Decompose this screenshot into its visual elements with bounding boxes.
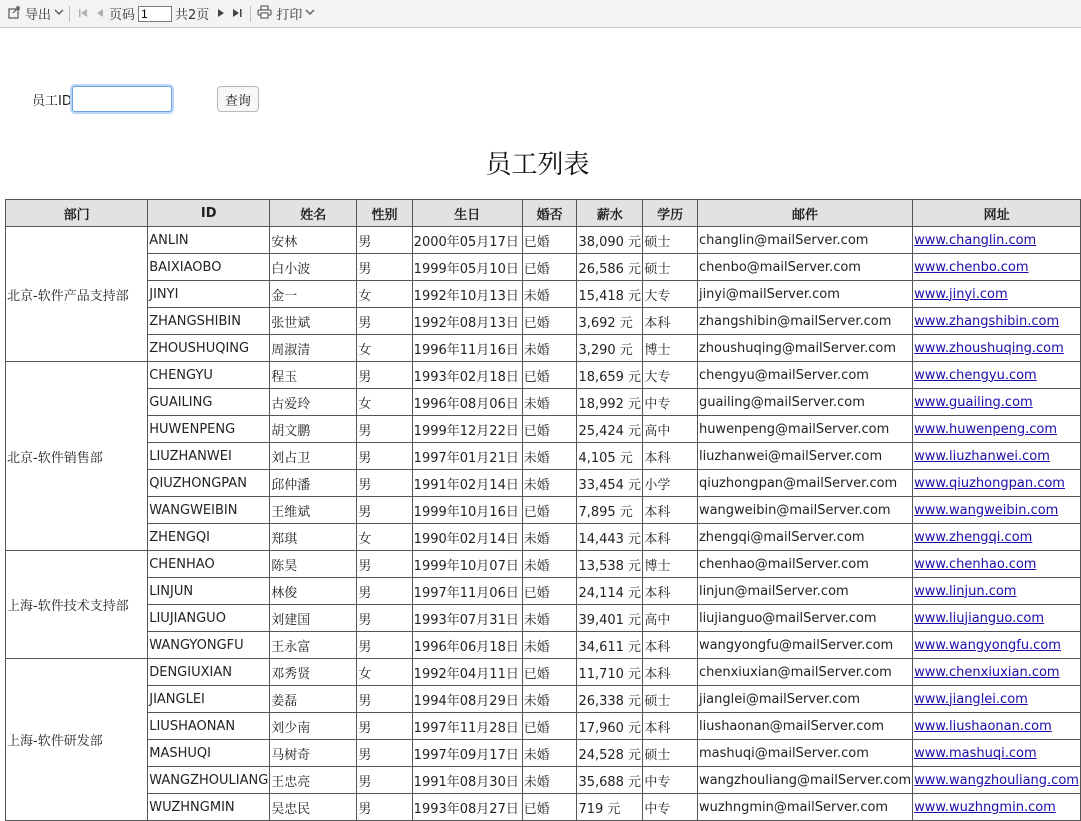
table-cell: 张世斌 (270, 308, 357, 335)
table-row (6, 416, 1081, 443)
website-link[interactable]: www.zhangshibin.com (914, 313, 1060, 329)
website-cell (913, 416, 1081, 443)
table-cell: liushaonan@mailServer.com (697, 713, 912, 740)
website-link[interactable]: www.wangyongfu.com (914, 637, 1061, 653)
table-cell: qiuzhongpan@mailServer.com (697, 470, 912, 497)
table-cell: 已婚 (522, 416, 577, 443)
website-cell (913, 362, 1081, 389)
table-cell: 3,290 元 (577, 335, 643, 362)
table-cell: 男 (357, 308, 412, 335)
website-link[interactable]: www.liushaonan.com (914, 718, 1052, 734)
table-cell: 39,401 元 (577, 605, 643, 632)
table-cell: 1992年08月13日 (412, 308, 522, 335)
table-cell: 中专 (643, 389, 698, 416)
table-cell: 本科 (643, 524, 698, 551)
export-button[interactable] (6, 4, 64, 23)
table-row (6, 362, 1081, 389)
table-row (6, 470, 1081, 497)
table-cell: 26,586 元 (577, 254, 643, 281)
table-cell: 4,105 元 (577, 443, 643, 470)
table-cell: 硕士 (643, 254, 698, 281)
column-header: 薪水 (577, 200, 643, 227)
website-link[interactable]: www.jinyi.com (914, 286, 1008, 302)
table-cell: 姜磊 (270, 686, 357, 713)
column-header: 生日 (412, 200, 522, 227)
table-cell: WANGYONGFU (148, 632, 270, 659)
table-cell: 女 (357, 659, 412, 686)
table-cell: BAIXIAOBO (148, 254, 270, 281)
website-link[interactable]: www.wuzhngmin.com (914, 799, 1056, 815)
chevron-down-icon (54, 8, 64, 19)
table-cell: 14,443 元 (577, 524, 643, 551)
table-cell: 已婚 (522, 254, 577, 281)
table-cell: 已婚 (522, 227, 577, 254)
table-cell: 15,418 元 (577, 281, 643, 308)
website-link[interactable]: www.zhoushuqing.com (914, 340, 1064, 356)
column-header: 网址 (913, 200, 1081, 227)
website-link[interactable]: www.linjun.com (914, 583, 1017, 599)
table-row (6, 740, 1081, 767)
table-cell: 本科 (643, 713, 698, 740)
website-link[interactable]: www.changlin.com (914, 232, 1037, 248)
column-header: 部门 (6, 200, 148, 227)
table-cell: jinyi@mailServer.com (697, 281, 912, 308)
table-cell: 未婚 (522, 767, 577, 794)
table-cell: 38,090 元 (577, 227, 643, 254)
website-link[interactable]: www.chenxiuxian.com (914, 664, 1060, 680)
table-cell: 1992年10月13日 (412, 281, 522, 308)
department-cell: 上海-软件研发部 (6, 659, 148, 821)
table-cell: 硕士 (643, 686, 698, 713)
table-cell: 女 (357, 335, 412, 362)
table-cell: 3,692 元 (577, 308, 643, 335)
column-header: ID (148, 200, 270, 227)
table-cell: wangyongfu@mailServer.com (697, 632, 912, 659)
table-cell: jianglei@mailServer.com (697, 686, 912, 713)
website-cell (913, 524, 1081, 551)
table-cell: 1993年08月27日 (412, 794, 522, 821)
website-cell (913, 335, 1081, 362)
table-cell: 中专 (643, 767, 698, 794)
table-cell: 男 (357, 362, 412, 389)
table-cell: wangweibin@mailServer.com (697, 497, 912, 524)
table-cell: 刘少南 (270, 713, 357, 740)
table-cell: 26,338 元 (577, 686, 643, 713)
table-cell: WUZHNGMIN (148, 794, 270, 821)
table-cell: 24,114 元 (577, 578, 643, 605)
table-cell: 1999年12月22日 (412, 416, 522, 443)
table-cell: ZHANGSHIBIN (148, 308, 270, 335)
table-cell: 2000年05月17日 (412, 227, 522, 254)
website-cell (913, 254, 1081, 281)
table-cell: 1992年04月11日 (412, 659, 522, 686)
table-cell: MASHUQI (148, 740, 270, 767)
table-cell: linjun@mailServer.com (697, 578, 912, 605)
table-cell: 女 (357, 281, 412, 308)
table-cell: 中专 (643, 794, 698, 821)
table-cell: zhoushuqing@mailServer.com (697, 335, 912, 362)
table-row (6, 686, 1081, 713)
employee-table (5, 199, 1081, 821)
table-cell: 王忠亮 (270, 767, 357, 794)
department-cell: 上海-软件技术支持部 (6, 551, 148, 659)
table-cell: 金一 (270, 281, 357, 308)
table-cell: 本科 (643, 578, 698, 605)
website-link[interactable]: www.liujianguo.com (914, 610, 1045, 626)
table-cell: ANLIN (148, 227, 270, 254)
column-header: 邮件 (697, 200, 912, 227)
website-cell (913, 443, 1081, 470)
table-cell: JIANGLEI (148, 686, 270, 713)
table-cell: 已婚 (522, 794, 577, 821)
table-row (6, 308, 1081, 335)
table-cell: 周淑清 (270, 335, 357, 362)
table-row (6, 659, 1081, 686)
table-row (6, 497, 1081, 524)
website-link[interactable]: www.chenhao.com (914, 556, 1037, 572)
table-cell: 胡文鹏 (270, 416, 357, 443)
table-cell: 小学 (643, 470, 698, 497)
table-row (6, 335, 1081, 362)
table-cell: 未婚 (522, 551, 577, 578)
toolbar-divider (250, 6, 251, 22)
table-row (6, 713, 1081, 740)
table-cell: 男 (357, 632, 412, 659)
table-cell: 刘建国 (270, 605, 357, 632)
column-header: 婚否 (522, 200, 577, 227)
table-cell: zhangshibin@mailServer.com (697, 308, 912, 335)
table-cell: ZHOUSHUQING (148, 335, 270, 362)
website-cell (913, 686, 1081, 713)
table-cell: QIUZHONGPAN (148, 470, 270, 497)
website-cell (913, 578, 1081, 605)
toolbar-divider (69, 6, 70, 22)
table-row (6, 443, 1081, 470)
query-form (32, 86, 259, 112)
table-cell: 男 (357, 551, 412, 578)
website-cell (913, 281, 1081, 308)
table-cell: 1994年08月29日 (412, 686, 522, 713)
table-cell: 马树奇 (270, 740, 357, 767)
table-cell: LIUSHAONAN (148, 713, 270, 740)
website-link[interactable]: www.chengyu.com (914, 367, 1037, 383)
table-cell: 未婚 (522, 740, 577, 767)
website-cell (913, 605, 1081, 632)
first-page-icon[interactable] (75, 7, 91, 21)
employee-id-input[interactable] (72, 86, 172, 112)
prev-page-icon[interactable] (91, 7, 107, 21)
website-link[interactable]: www.wangweibin.com (914, 502, 1059, 518)
table-cell: 邓秀贤 (270, 659, 357, 686)
table-cell: LINJUN (148, 578, 270, 605)
table-row (6, 524, 1081, 551)
table-cell: 林俊 (270, 578, 357, 605)
table-cell: wangzhouliang@mailServer.com (697, 767, 912, 794)
table-cell: 古爱玲 (270, 389, 357, 416)
table-cell: 33,454 元 (577, 470, 643, 497)
website-link[interactable]: www.guailing.com (914, 394, 1033, 410)
table-cell: huwenpeng@mailServer.com (697, 416, 912, 443)
website-cell (913, 497, 1081, 524)
table-cell: 本科 (643, 443, 698, 470)
table-cell: WANGZHOULIANG (148, 767, 270, 794)
table-cell: 高中 (643, 416, 698, 443)
table-cell: 本科 (643, 659, 698, 686)
website-cell (913, 767, 1081, 794)
table-cell: 1996年11月16日 (412, 335, 522, 362)
website-link[interactable]: www.jianglei.com (914, 691, 1028, 707)
website-cell (913, 713, 1081, 740)
table-cell: ZHENGQI (148, 524, 270, 551)
table-cell: 本科 (643, 632, 698, 659)
table-cell: 男 (357, 227, 412, 254)
table-header-row (6, 200, 1081, 227)
table-cell: changlin@mailServer.com (697, 227, 912, 254)
table-row (6, 767, 1081, 794)
table-cell: 男 (357, 497, 412, 524)
table-cell: chenbo@mailServer.com (697, 254, 912, 281)
table-cell: 13,538 元 (577, 551, 643, 578)
report-toolbar (0, 0, 1081, 28)
table-cell: 未婚 (522, 389, 577, 416)
table-cell: 未婚 (522, 524, 577, 551)
print-button[interactable] (256, 4, 315, 23)
table-cell: 34,611 元 (577, 632, 643, 659)
table-cell: 7,895 元 (577, 497, 643, 524)
website-link[interactable]: www.qiuzhongpan.com (914, 475, 1065, 491)
table-cell: 已婚 (522, 362, 577, 389)
department-cell: 北京-软件销售部 (6, 362, 148, 551)
table-cell: 未婚 (522, 605, 577, 632)
column-header: 学历 (643, 200, 698, 227)
website-cell (913, 308, 1081, 335)
table-cell: 已婚 (522, 497, 577, 524)
table-cell: 高中 (643, 605, 698, 632)
total-pages: 共2页 (175, 8, 210, 23)
table-cell: HUWENPENG (148, 416, 270, 443)
table-cell: chenxiuxian@mailServer.com (697, 659, 912, 686)
table-cell: 11,710 元 (577, 659, 643, 686)
table-cell: 男 (357, 767, 412, 794)
last-page-icon[interactable] (229, 7, 245, 21)
website-cell (913, 227, 1081, 254)
website-link[interactable]: www.zhengqi.com (914, 529, 1033, 545)
table-cell: 男 (357, 740, 412, 767)
table-cell: 未婚 (522, 470, 577, 497)
website-cell (913, 632, 1081, 659)
table-cell: 王维斌 (270, 497, 357, 524)
website-cell (913, 470, 1081, 497)
table-cell: 1991年02月14日 (412, 470, 522, 497)
table-cell: chengyu@mailServer.com (697, 362, 912, 389)
table-cell: 已婚 (522, 308, 577, 335)
table-cell: 女 (357, 524, 412, 551)
table-cell: 18,659 元 (577, 362, 643, 389)
table-cell: 1991年08月30日 (412, 767, 522, 794)
table-cell: 719 元 (577, 794, 643, 821)
table-cell: LIUZHANWEI (148, 443, 270, 470)
table-cell: guailing@mailServer.com (697, 389, 912, 416)
table-row (6, 281, 1081, 308)
printer-icon (256, 5, 272, 22)
table-cell: CHENGYU (148, 362, 270, 389)
table-cell: 1997年01月21日 (412, 443, 522, 470)
department-cell: 北京-软件产品支持部 (6, 227, 148, 362)
table-cell: 1997年11月28日 (412, 713, 522, 740)
table-cell: 35,688 元 (577, 767, 643, 794)
table-cell: 1997年09月17日 (412, 740, 522, 767)
table-cell: 1999年10月07日 (412, 551, 522, 578)
column-header: 姓名 (270, 200, 357, 227)
table-cell: 男 (357, 713, 412, 740)
website-cell (913, 389, 1081, 416)
table-cell: chenhao@mailServer.com (697, 551, 912, 578)
table-cell: WANGWEIBIN (148, 497, 270, 524)
table-cell: 1990年02月14日 (412, 524, 522, 551)
table-cell: 未婚 (522, 443, 577, 470)
table-cell: 男 (357, 686, 412, 713)
table-cell: 已婚 (522, 578, 577, 605)
table-cell: 本科 (643, 308, 698, 335)
table-cell: zhengqi@mailServer.com (697, 524, 912, 551)
table-cell: 1999年10月16日 (412, 497, 522, 524)
employee-id-label: 员工ID (32, 93, 72, 109)
table-row (6, 605, 1081, 632)
table-cell: liuzhanwei@mailServer.com (697, 443, 912, 470)
website-cell (913, 794, 1081, 821)
table-cell: CHENHAO (148, 551, 270, 578)
table-cell: 男 (357, 470, 412, 497)
table-row (6, 632, 1081, 659)
table-cell: 大专 (643, 281, 698, 308)
table-cell: 硕士 (643, 740, 698, 767)
query-button[interactable]: 查询 (217, 86, 259, 112)
table-cell: 男 (357, 416, 412, 443)
next-page-icon[interactable] (213, 7, 229, 21)
table-row (6, 551, 1081, 578)
table-cell: 24,528 元 (577, 740, 643, 767)
website-link[interactable]: www.huwenpeng.com (914, 421, 1057, 437)
table-cell: 陈昊 (270, 551, 357, 578)
table-cell: LIUJIANGUO (148, 605, 270, 632)
table-cell: 1996年08月06日 (412, 389, 522, 416)
table-cell: 博士 (643, 335, 698, 362)
table-cell: 邱仲潘 (270, 470, 357, 497)
table-cell: 安林 (270, 227, 357, 254)
chevron-down-icon (305, 8, 315, 19)
table-cell: 男 (357, 254, 412, 281)
table-row (6, 389, 1081, 416)
table-cell: 白小波 (270, 254, 357, 281)
table-cell: 王永富 (270, 632, 357, 659)
website-link[interactable]: www.chenbo.com (914, 259, 1029, 275)
website-cell (913, 740, 1081, 767)
table-cell: 已婚 (522, 713, 577, 740)
export-icon (6, 6, 22, 22)
table-cell: 17,960 元 (577, 713, 643, 740)
table-cell: 男 (357, 605, 412, 632)
print-label: 打印 (276, 8, 303, 23)
table-row (6, 254, 1081, 281)
table-cell: 已婚 (522, 659, 577, 686)
column-header: 性别 (357, 200, 412, 227)
table-cell: 男 (357, 578, 412, 605)
table-cell: 未婚 (522, 335, 577, 362)
table-cell: DENGIUXIAN (148, 659, 270, 686)
table-cell: 25,424 元 (577, 416, 643, 443)
table-cell: 本科 (643, 497, 698, 524)
table-cell: 刘占卫 (270, 443, 357, 470)
table-cell: liujianguo@mailServer.com (697, 605, 912, 632)
table-cell: 男 (357, 443, 412, 470)
table-cell: 1997年11月06日 (412, 578, 522, 605)
website-link[interactable]: www.liuzhanwei.com (914, 448, 1050, 464)
table-cell: 硕士 (643, 227, 698, 254)
website-link[interactable]: www.mashuqi.com (914, 745, 1037, 761)
table-row (6, 794, 1081, 821)
website-link[interactable]: www.wangzhouliang.com (914, 772, 1079, 788)
table-cell: 男 (357, 794, 412, 821)
table-cell: 1993年07月31日 (412, 605, 522, 632)
page-number-input[interactable] (138, 6, 172, 22)
table-cell: GUAILING (148, 389, 270, 416)
table-cell: 郑琪 (270, 524, 357, 551)
table-cell: mashuqi@mailServer.com (697, 740, 912, 767)
table-cell: 女 (357, 389, 412, 416)
table-cell: 1996年06月18日 (412, 632, 522, 659)
table-cell: 吴忠民 (270, 794, 357, 821)
website-cell (913, 659, 1081, 686)
export-label: 导出 (25, 8, 52, 23)
table-cell: 未婚 (522, 686, 577, 713)
report-title: 员工列表 (485, 150, 590, 180)
table-cell: 1999年05月10日 (412, 254, 522, 281)
table-cell: JINYI (148, 281, 270, 308)
table-cell: 未婚 (522, 281, 577, 308)
page-label: 页码 (109, 8, 136, 23)
table-cell: 大专 (643, 362, 698, 389)
table-cell: 博士 (643, 551, 698, 578)
table-cell: 未婚 (522, 632, 577, 659)
table-cell: 程玉 (270, 362, 357, 389)
website-cell (913, 551, 1081, 578)
table-cell: 18,992 元 (577, 389, 643, 416)
table-row (6, 578, 1081, 605)
table-cell: 1993年02月18日 (412, 362, 522, 389)
table-cell: wuzhngmin@mailServer.com (697, 794, 912, 821)
table-row (6, 227, 1081, 254)
